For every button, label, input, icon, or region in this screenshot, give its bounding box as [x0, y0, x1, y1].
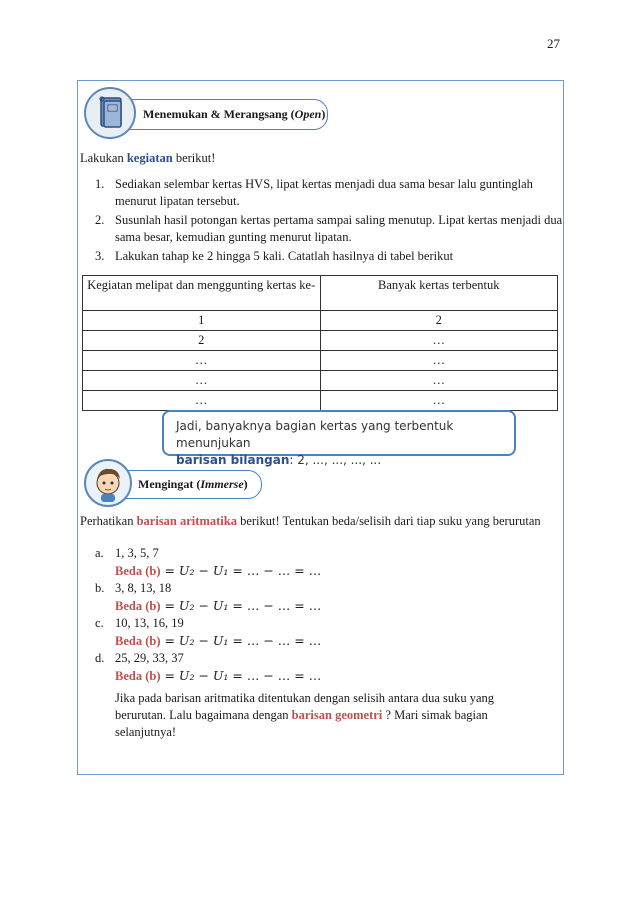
table-row: … … [83, 371, 558, 391]
list-item: b. 3, 8, 13, 18 [95, 581, 172, 595]
intro-text-1: Lakukan kegiatan berikut! [80, 151, 216, 165]
table-row: … … [83, 351, 558, 371]
list-item: a. 1, 3, 5, 7 [95, 546, 159, 560]
beda-line: Beda (b) = U₂ − U₁ = … − … = … [115, 563, 322, 578]
badge-italic: Open [294, 107, 322, 121]
beda-line: Beda (b) = U₂ − U₁ = … − … = … [115, 668, 322, 683]
list-item: c. 10, 13, 16, 19 [95, 616, 184, 630]
notebook-icon [84, 87, 136, 139]
thinking-child-icon [84, 459, 132, 507]
closing-paragraph: Jika pada barisan aritmatika ditentukan dengan selisih antara dua suku yang berurutan. Lalu bagaimana dengan barisan geometri ? Mari simak bagian selanjutnya! [115, 691, 495, 739]
highlight-barisan-bilangan: barisan bilangan [176, 453, 290, 467]
table-row: … … [83, 391, 558, 411]
activity-table [82, 275, 558, 411]
badge-label: Menemukan & Merangsang ( [143, 107, 295, 121]
table-header: Banyak kertas terbentuk [320, 276, 558, 311]
list-item: d. 25, 29, 33, 37 [95, 651, 184, 665]
sequence-list [95, 545, 545, 685]
table-row: 2 … [83, 331, 558, 351]
beda-line: Beda (b) = U₂ − U₁ = … − … = … [115, 633, 322, 648]
steps-list [95, 176, 565, 267]
highlight-barisan-geometri: barisan geometri [291, 708, 383, 722]
section-badge-immerse: Mengingat ( Immerse ) [115, 470, 262, 499]
conclusion-callout: Jadi, banyaknya bagian kertas yang terbentuk menunjukan barisan bilangan: 2, ..., ..., ..., ... [162, 410, 516, 456]
table-header: Kegiatan melipat dan menggunting kertas ke- [83, 276, 321, 311]
intro-text-2: Perhatikan barisan aritmatika berikut! Tentukan beda/selisih dari tiap suku yang berurutan [80, 514, 541, 528]
section-badge-open [120, 99, 328, 130]
list-item: 2. Susunlah hasil potongan kertas pertama sampai saling menutup. Lipat kertas menjadi dua sama besar, kemudian gunting menurut lipatan. [95, 213, 563, 244]
list-item: 3. Lakukan tahap ke 2 hingga 5 kali. Catatlah hasilnya di tabel berikut [95, 249, 454, 263]
beda-line: Beda (b) = U₂ − U₁ = … − … = … [115, 598, 322, 613]
highlight-kegiatan: kegiatan [126, 151, 173, 165]
badge-close: ) [321, 107, 326, 121]
page-number: 27 [547, 36, 560, 51]
table-row: 1 2 [83, 311, 558, 331]
list-item: 1. Sediakan selembar kertas HVS, lipat kertas menjadi dua sama besar lalu guntinglah menurut lipatan tersebut. [95, 177, 533, 208]
table-header-row [83, 276, 558, 311]
highlight-barisan-aritmatika: barisan aritmatika [136, 514, 237, 528]
